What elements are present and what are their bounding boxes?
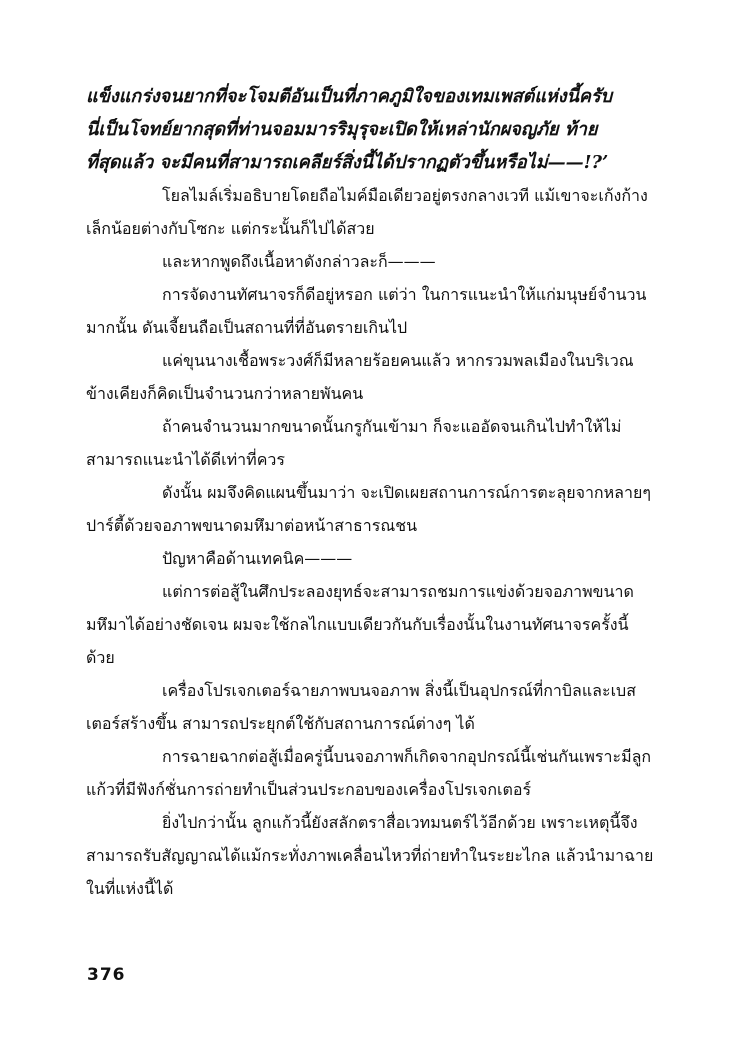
paragraph (86, 278, 656, 344)
paragraph-text: ยิ่งไปกว่านั้น ลูกแก้วนี้ยังสลักตราสื่อเวทมนตร์ไว้อีกด้วย เพราะเหตุนี้จึงสามารถรับสัญญาณได้แม้กระทั่งภาพเคลื่อนไหวที่ถ่ายทำในระยะไกล แล้วนำมาฉายในที่แห่งนี้ได้ (86, 813, 654, 898)
paragraph (86, 575, 656, 674)
bold-dialogue-line-3: ที่สุดแล้ว จะมีคนที่สามารถเคลียร์สิ่งนี้ได้ปรากฏตัวขึ้นหรือไม่——!?’ (86, 152, 609, 173)
paragraph (86, 542, 656, 575)
paragraph-text: แต่การต่อสู้ในศึกประลองยุทธ์จะสามารถชมการแข่งด้วยจอภาพขนาดมหึมาได้อย่างชัดเจน ผมจะใช้กลไกแบบเดียวกันกับเรื่องนั้นในงานทัศนาจรครั้งนี้ด้วย (86, 582, 634, 667)
paragraph-text: การจัดงานทัศนาจรก็ดีอยู่หรอก แต่ว่า ในการแนะนำให้แก่มนุษย์จำนวนมากนั้น ดันเจี้ยนถือเป็นสถานที่ที่อันตรายเกินไป (86, 285, 647, 337)
paragraph-text: เครื่องโปรเจกเตอร์ฉายภาพบนจอภาพ สิ่งนี้เป็นอุปกรณ์ที่กาบิลและเบสเตอร์สร้างขึ้น สามารถประยุกต์ใช้กับสถานการณ์ต่างๆ ได้ (86, 681, 636, 733)
paragraph-text: การฉายฉากต่อสู้เมื่อครู่นี้บนจอภาพก็เกิดจากอุปกรณ์นี้เช่นกันเพราะมีลูกแก้วที่มีฟังก์ชั่นการถ่ายทำเป็นส่วนประกอบของเครื่องโปรเจกเตอร์ (86, 747, 652, 799)
bold-dialogue-line-2: นี่เป็นโจทย์ยากสุดที่ท่านจอมมารริมุรุจะเปิดให้เหล่านักผจญภัย ท้าย (86, 119, 598, 140)
paragraph (86, 179, 656, 245)
paragraph (86, 245, 656, 278)
paragraph (86, 674, 656, 740)
bold-dialogue-line-1: แข็งแกร่งจนยากที่จะโจมตีอันเป็นที่ภาคภูมิใจของเทมเพสต์แห่งนี้ครับ (86, 86, 613, 107)
page-body (86, 80, 656, 905)
paragraph (86, 410, 656, 476)
paragraph-text: ดังนั้น ผมจึงคิดแผนขึ้นมาว่า จะเปิดเผยสถานการณ์การตะลุยจากหลายๆ ปาร์ตี้ด้วยจอภาพขนาดมหึมาต่อหน้าสาธารณชน (86, 483, 651, 535)
paragraph-text: ถ้าคนจำนวนมากขนาดนั้นกรูกันเข้ามา ก็จะแออัดจนเกินไปทำให้ไม่สามารถแนะนำได้ดีเท่าที่ควร (86, 417, 622, 469)
page-number: 376 (87, 965, 126, 985)
paragraph-text: โยลไมล์เริ่มอธิบายโดยถือไมค์มือเดียวอยู่ตรงกลางเวที แม้เขาจะเก้งก้างเล็กน้อยต่างกับโซกะ แต่กระนั้นก็ไปได้สวย (86, 186, 648, 238)
paragraph (86, 806, 656, 905)
paragraph (86, 740, 656, 806)
paragraph-text: แค่ขุนนางเชื้อพระวงศ์ก็มีหลายร้อยคนแล้ว หากรวมพลเมืองในบริเวณข้างเคียงก็คิดเป็นจำนวนกว่าหลายพันคน (86, 351, 634, 403)
paragraph (86, 476, 656, 542)
paragraph (86, 344, 656, 410)
paragraph-text: และหากพูดถึงเนื้อหาดังกล่าวละก็——— (162, 252, 436, 271)
paragraph-text: ปัญหาคือด้านเทคนิค——— (162, 549, 353, 568)
